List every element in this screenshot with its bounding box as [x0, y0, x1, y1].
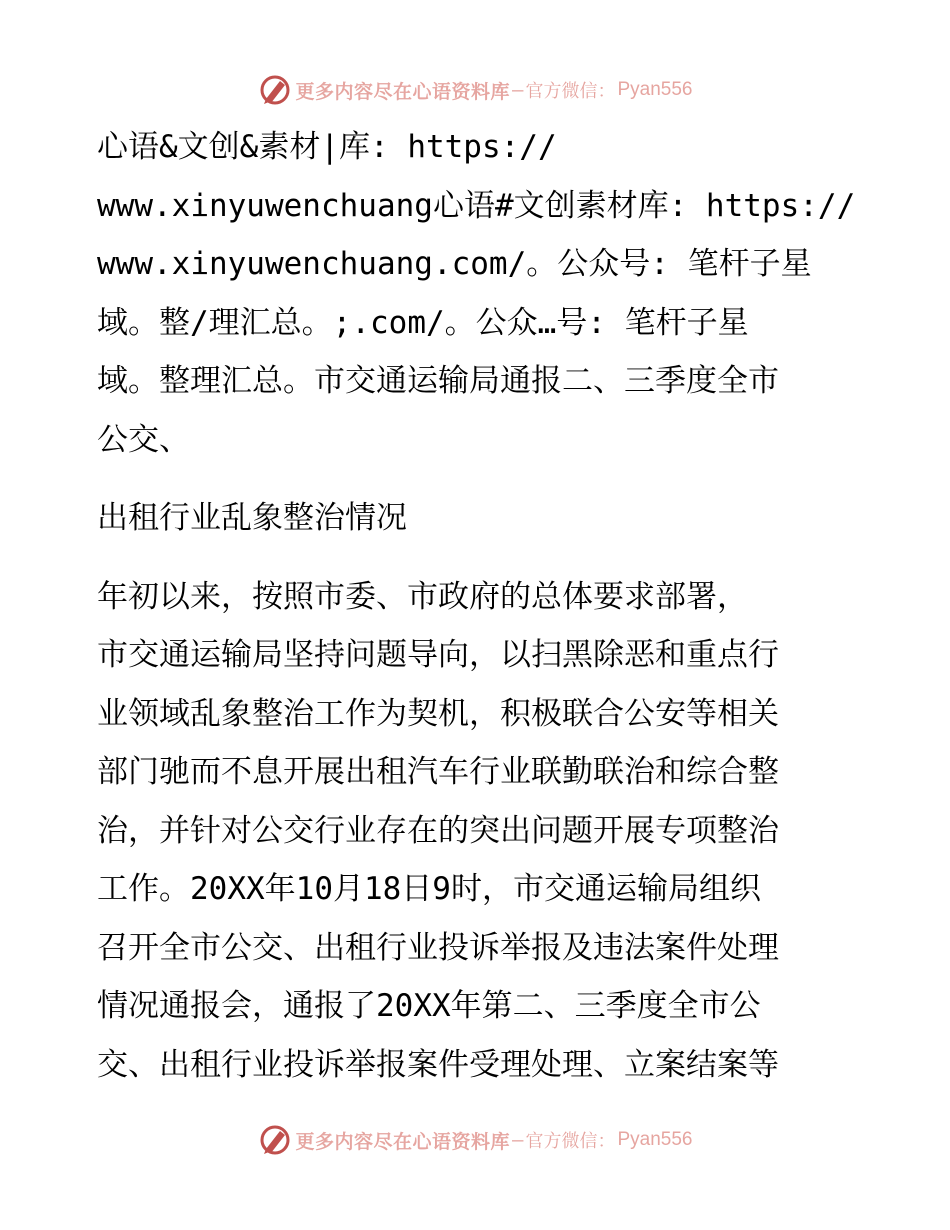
paragraph-line: 市交通运输局坚持问题导向，以扫黑除恶和重点行	[97, 637, 779, 673]
banner-wechat-label: 官方微信：	[525, 1131, 616, 1152]
header-line: 域。整/理汇总。;.com/。公众…号: 笔杆子星	[97, 304, 749, 341]
header-line: 公交、	[97, 421, 190, 458]
header-line: 心语&文创&素材|库: https://	[97, 129, 557, 165]
banner-wechat-id: Pyan556	[617, 1129, 693, 1150]
paragraph-line: 工作。20XX年10月18日9时，市交通运输局组织	[97, 871, 761, 907]
paragraph-line: 业领域乱象整治工作为契机，积极联合公安等相关	[97, 695, 779, 732]
header-watermark-banner	[0, 70, 950, 110]
paragraph-line: 治，并针对公交行业存在的突出问题开展专项整治	[97, 812, 779, 849]
banner-text: 更多内容尽在心语资料库	[295, 1130, 511, 1153]
header-line: 域。整理汇总。市交通运输局通报二、三季度全市	[97, 363, 779, 399]
banner-text: 更多内容尽在心语资料库	[295, 80, 511, 103]
banner-wechat-id: Pyan556	[617, 79, 693, 100]
banner-separator: —	[512, 1129, 524, 1151]
footer-watermark-banner	[0, 1120, 950, 1160]
banner-separator: —	[512, 79, 524, 101]
header-line: www.xinyuwenchuang.com/。公众号: 笔杆子星	[97, 246, 812, 282]
paragraph-line: 情况通报会，通报了20XX年第二、三季度全市公	[97, 988, 761, 1024]
paragraph-line: 年初以来，按照市委、市政府的总体要求部署，	[97, 578, 748, 615]
pen-logo-icon	[258, 73, 292, 107]
document-body	[97, 118, 857, 1094]
pen-logo-icon	[258, 1123, 292, 1157]
paragraph-line: 交、出租行业投诉举报案件受理处理、立案结案等	[97, 1046, 779, 1083]
header-line: www.xinyuwenchuang心语#文创素材库: https://	[97, 187, 856, 224]
paragraph-line: 部门驰而不息开展出租汽车行业联勤联治和综合整	[97, 754, 779, 790]
banner-wechat-label: 官方微信：	[525, 81, 616, 102]
paragraph-line: 召开全市公交、出租行业投诉举报及违法案件处理	[97, 929, 779, 966]
section-title: 出租行业乱象整治情况	[97, 500, 407, 536]
